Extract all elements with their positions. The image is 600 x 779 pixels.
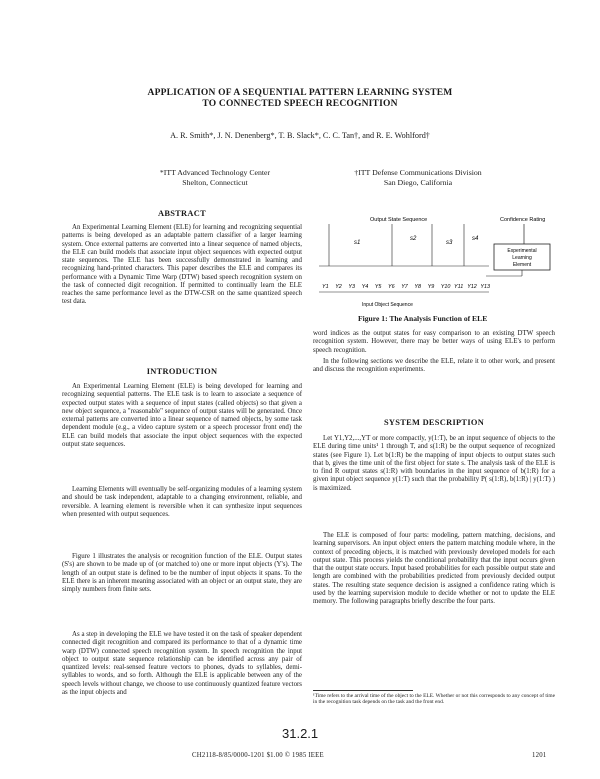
state-label: s2 (410, 236, 417, 242)
input-object-label: Y1 (322, 284, 329, 290)
copyright-code: CH2118-8/85/0000-1201 $1.00 © 1985 IEEE (192, 752, 324, 759)
state-label: s4 (472, 236, 479, 242)
right-continuation: word indices as the output states for easy comparison to an existing DTW speech recognition system. However, there may be better ways of using ELE's to perform speech recognition. (313, 330, 555, 354)
input-object-label: Y8 (414, 284, 421, 290)
figure-label-output: Output State Sequence (370, 217, 428, 223)
right-paragraph-2: In the following sections we describe the ELE, relate it to other work, and present and discuss the recognition experiments. (313, 358, 555, 374)
right-paragraph-4: The ELE is composed of four parts: modeling, pattern matching, decisions, and learning supervisors. An input object enters the pattern matching module where, in the context of preceding objects, it is matched with previously developed models for each output state. This process yields the conditional probability that the input occurs given that the output state occurs. Input based probabilities for each possible output state and length are combined with the probabilities predicted from previously decided output states. The resulting state sequence decision is assigned a confidence rating which is used by the learning supervision module to decide whether or not to update the ELE memory. The following paragraphs briefly describe the four parts. (313, 532, 555, 605)
figure-label-confidence: Confidence Rating (500, 217, 546, 223)
page-number: 1201 (532, 752, 547, 759)
abstract-heading: ABSTRACT (157, 209, 206, 218)
abstract-text: An Experimental Learning Element (ELE) for learning and recognizing sequential patterns is being developed as an adaptable pattern classifier of a larger learning system. Once external patterns are converted into a linear sequence of named objects, the ELE can build models that associate input object sequences with expected output state sequences. The ELE has been successfully demonstrated in learning and recognizing hand-printed characters. This paper describes the ELE and compares its performance with a Dynamic Time Warp (DTW) based speech recognition system on the task of connected digit recognition. If permitted to continually learn the ELE reaches the same performance level as the DTW-CSR on the same quantized speech test data. (62, 224, 302, 306)
footnote: ¹Time refers to the arrival time of the object to the ELE. Whether or not this corresponds to any concept of time in the recognition task depends on the task and the front end. (313, 693, 555, 706)
input-object-label: Y4 (361, 284, 369, 290)
intro-paragraph-2: Learning Elements will eventually be self-organizing modules of a learning system and should be task independent, adaptable to a changing environment, reliable, and reversible. A learning element is reversible when it can synthesize input sequences when presented with output sequences. (62, 486, 302, 518)
input-object-label: Y10 (440, 284, 451, 290)
intro-paragraph-1: An Experimental Learning Element (ELE) is being developed for learning and recognizing sequential patterns. The ELE task is to learn to associate a sequence of expected output states with a sequence of input states (called objects) so that given a new object sequence, a "reasonable" sequence of output states will be generated. Once external patterns are converted into a linear sequence of named objects, by some task dependent module (e.g., a video capture system or a speech processor front end) the ELE can build models that associate the input object sequences with the expected output state sequences. (62, 383, 302, 448)
system-description-heading: SYSTEM DESCRIPTION (383, 418, 485, 427)
figure-1-caption: Figure 1: The Analysis Function of ELE (358, 314, 488, 323)
affiliation-right (318, 168, 518, 188)
author-list: A. R. Smith*, J. N. Denenberg*, T. B. Slack*, C. C. Tan†, and R. E. Wohlford† (170, 131, 430, 140)
input-object-sequence (322, 284, 490, 290)
affiliation-left-line1: *ITT Advanced Technology Center (159, 168, 271, 177)
affiliation-left-line2: Shelton, Connecticut (182, 178, 248, 187)
ele-box-line3: Element (512, 262, 532, 268)
input-object-label: Y7 (401, 284, 408, 290)
input-object-label: Y12 (467, 284, 477, 290)
paper-title (0, 88, 600, 110)
affiliation-right-line2: San Diego, California (383, 178, 453, 187)
paper-title-line1: APPLICATION OF A SEQUENTIAL PATTERN LEARNING SYSTEM (147, 88, 453, 98)
input-object-label: Y6 (388, 284, 395, 290)
ele-box-line1: Experimental (507, 248, 537, 254)
ele-box-line2: Learning (512, 255, 532, 261)
figure-1-diagram (314, 214, 554, 314)
affiliation-right-line1: †ITT Defense Communications Division (354, 168, 482, 177)
introduction-heading: INTRODUCTION (146, 367, 218, 376)
intro-paragraph-4: As a step in developing the ELE we have tested it on the task of speaker dependent connected digit recognition and compared its performance to that of a dynamic time warp (DTW) connected speech recognition system. In speech recognition the input object to output state sequence relationship can be identified across any pair of quantized levels: real-sensed feature vectors to phones, dyads to syllables, demi-syllables to words, and so forth. Although the ELE is applicable between any of the speech levels without change, we choose to use continuously quantized feature vectors as the input objects and (62, 631, 302, 696)
paper-title-line2: TO CONNECTED SPEECH RECOGNITION (202, 99, 398, 109)
footnote-rule (313, 690, 413, 691)
state-label: s1 (354, 240, 361, 246)
figure-label-input: Input Object Sequence (362, 302, 413, 308)
intro-paragraph-3: Figure 1 illustrates the analysis or recognition function of the ELE. Output states (S's) are shown to be made up of (or matched to) one or more input objects (Y's). The length of an output state is defined to be the number of input objects it spans. To the ELE there is an inherent meaning associated with an object or an output state, they are simply numbers from finite sets. (62, 553, 302, 593)
input-object-label: Y3 (348, 284, 355, 290)
input-object-label: Y5 (374, 284, 382, 290)
input-object-label: Y11 (454, 284, 464, 290)
input-object-label: Y13 (480, 284, 490, 290)
session-page-id: 31.2.1 (282, 726, 319, 741)
affiliation-left (130, 168, 300, 188)
input-object-label: Y9 (427, 284, 435, 290)
state-label: s3 (446, 240, 453, 246)
input-object-label: Y2 (335, 284, 342, 290)
right-paragraph-3: Let Y1,Y2,...,YT or more compactly, y(1:T), be an input sequence of objects to the ELE during time units¹ 1 through T, and s(1:R) be the output sequence of recognized states (see Figure 1). Let b(1:R) be the mapping of input objects to output states such that b, gives the time unit of the first object for state s. The analysis task of the ELE is to find R output states s(1:R) with boundaries in the input sequence of b(1:R) for a given input object sequence y(1:T) such that the probability P( s(1:R), b(1:R) | y(1:T) ) is maximized. (313, 435, 555, 492)
